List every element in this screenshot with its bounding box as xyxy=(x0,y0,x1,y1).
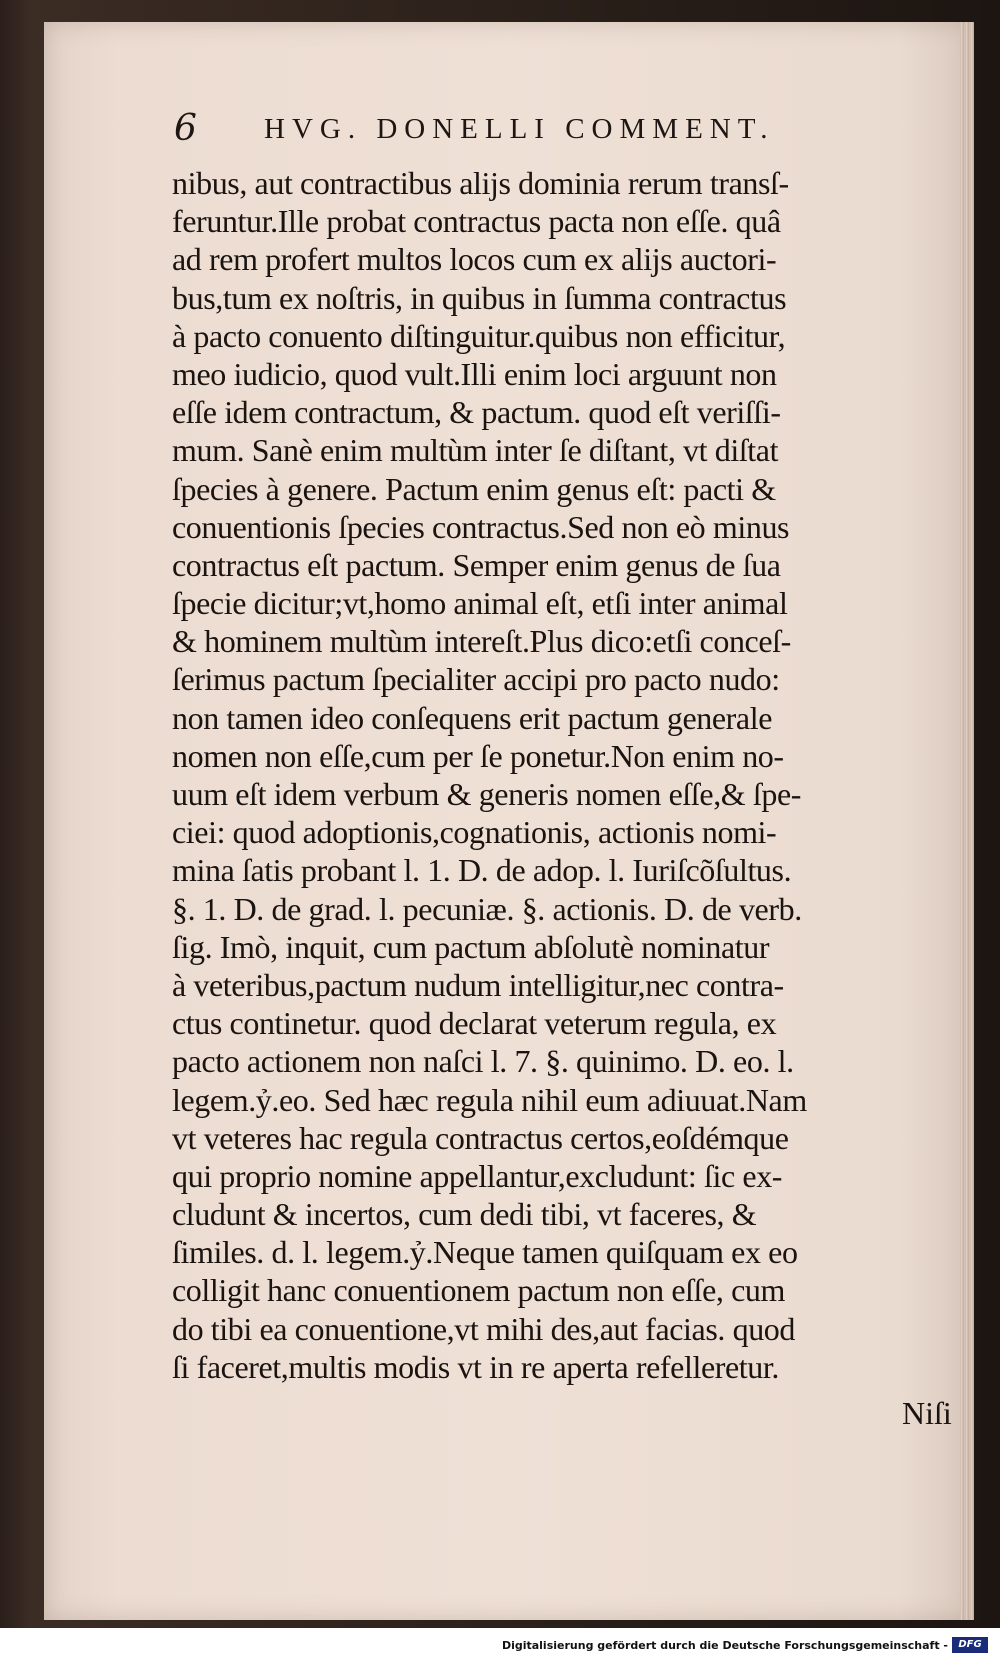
page-edge xyxy=(960,22,974,1620)
text-line: §. 1. D. de grad. l. pecuniæ. §. actionis. D. de verb. xyxy=(172,890,802,927)
digitization-credit: Digitalisierung gefördert durch die Deutsche Forschungsgemeinschaft - xyxy=(501,1639,948,1652)
text-line: à pacto conuento diſtinguitur.quibus non efficitur, xyxy=(172,317,786,354)
text-line: nomen non eſſe,cum per ſe ponetur.Non enim no- xyxy=(172,737,784,774)
text-line: ſpecie dicitur;vt,homo animal eſt, etſi inter animal xyxy=(172,585,788,622)
text-line: non tamen ideo conſequens erit pactum generale xyxy=(172,699,773,736)
page-number: 6 xyxy=(174,108,197,149)
running-title: HVG. DONELLI COMMENT. xyxy=(264,113,775,145)
text-line: eſſe idem contractum, & pactum. quod eſt veriſſi- xyxy=(172,394,781,431)
text-line: ciei: quod adoptionis,cognationis, actionis nomi- xyxy=(172,814,777,851)
text-line: colligit hanc conuentionem pactum non eſſe, cum xyxy=(172,1272,786,1309)
text-line: mum. Sanè enim multùm inter ſe diſtant, vt diſtat xyxy=(172,432,779,469)
text-line: ſi faceret,multis modis vt in re aperta refelleretur. xyxy=(172,1348,779,1385)
text-line: ad rem profert multos locos cum ex alijs auctori- xyxy=(172,241,777,278)
text-line: ſerimus pactum ſpecialiter accipi pro pacto nudo: xyxy=(172,661,780,698)
text-line: uum eſt idem verbum & generis nomen eſſe,& ſpe- xyxy=(172,776,802,812)
dfg-logo: DFG xyxy=(952,1637,988,1653)
text-line: feruntur.Ille probat contractus pacta non eſſe. quâ xyxy=(172,203,781,240)
text-line: ſimiles. d. l. legem.ỷ.Neque tamen quiſquam ex eo xyxy=(172,1234,798,1271)
text-line: & hominem multùm intereſt.Plus dico:etſi conceſ- xyxy=(172,623,791,660)
body-text xyxy=(172,164,952,1386)
text-line: qui proprio nomine appellantur,excludunt: ſic ex- xyxy=(172,1157,783,1194)
text-line: cludunt & incertos, cum dedi tibi, vt faceres, & xyxy=(172,1196,757,1233)
text-line: mina ſatis probant l. 1. D. de adop. l. Iuriſcõſultus. xyxy=(172,852,792,889)
text-line: nibus, aut contractibus alijs dominia rerum transſ- xyxy=(172,165,789,201)
text-line: legem.ỷ.eo. Sed hæc regula nihil eum adiuuat.Nam xyxy=(172,1081,807,1118)
text-line: ſig. Imò, inquit, cum pactum abſolutè nominatur xyxy=(172,928,770,965)
text-line: ſpecies à genere. Pactum enim genus eſt: pacti & xyxy=(172,470,776,507)
text-line: do tibi ea conuentione,vt mihi des,aut facias. quod xyxy=(172,1310,795,1347)
text-line: à veteribus,pactum nudum intelligitur,nec contra- xyxy=(172,966,784,1003)
book-page xyxy=(44,22,974,1620)
catchword: Niſi xyxy=(902,1395,952,1431)
running-head xyxy=(44,104,864,154)
text-line: conuentionis ſpecies contractus.Sed non eò minus xyxy=(172,508,790,545)
text-line: pacto actionem non naſci l. 7. §. quinimo. D. eo. l. xyxy=(172,1043,794,1080)
text-line: contractus eſt pactum. Semper enim genus de ſua xyxy=(172,546,781,583)
text-line: bus,tum ex noſtris, in quibus in ſumma contractus xyxy=(172,279,787,316)
text-line: meo iudicio, quod vult.Illi enim loci arguunt non xyxy=(172,355,777,392)
footer-bar xyxy=(0,1628,1000,1666)
text-line: ctus continetur. quod declarat veterum regula, ex xyxy=(172,1005,777,1042)
text-line: vt veteres hac regula contractus certos,eoſdémque xyxy=(172,1119,789,1156)
